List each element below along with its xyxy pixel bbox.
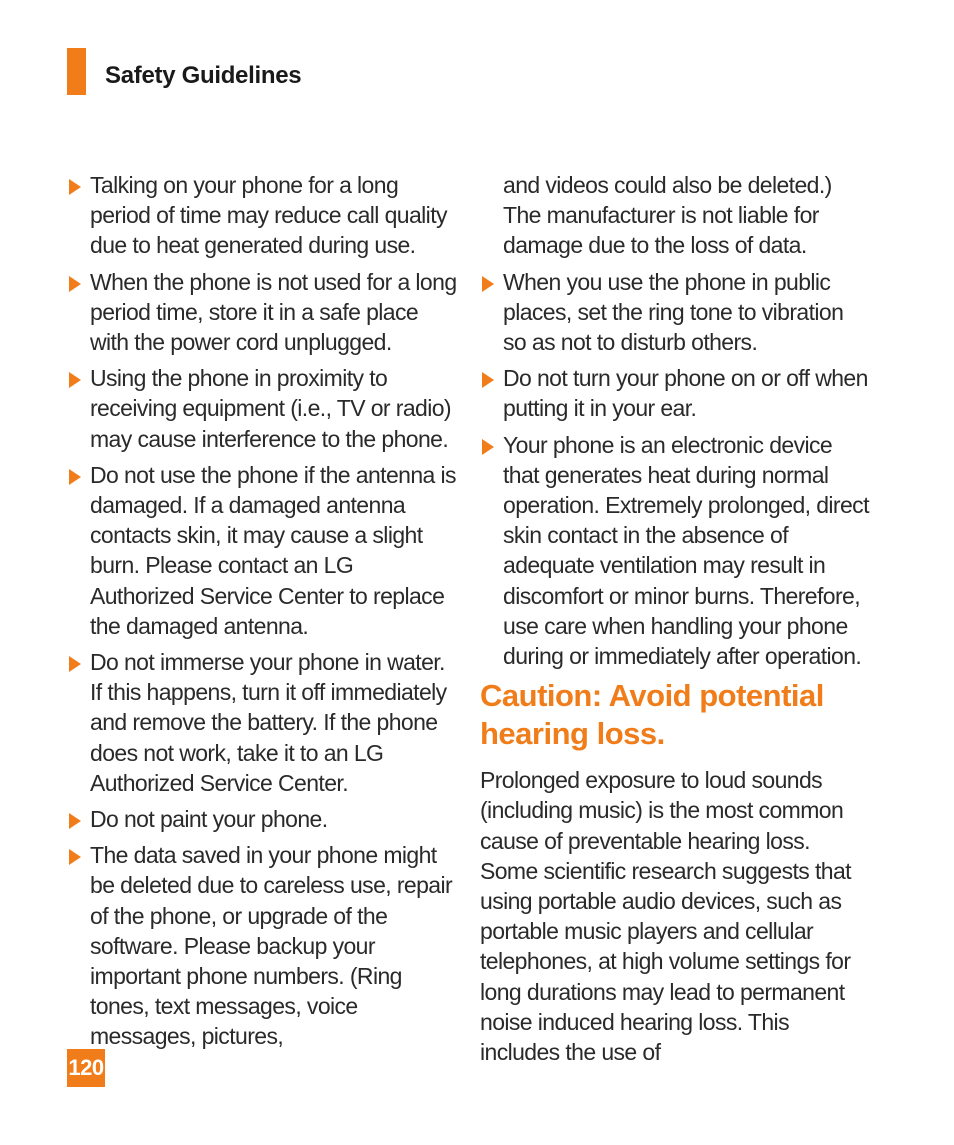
header-accent-bar — [67, 48, 86, 95]
list-item-text: When you use the phone in public places, set the ring tone to vibration so as not to disturb others. — [503, 268, 844, 356]
list-item — [67, 363, 457, 454]
list-item-text: Talking on your phone for a long period of time may reduce call quality due to heat generated during use. — [90, 172, 447, 259]
bullet-arrow-icon — [69, 276, 81, 292]
list-item — [67, 840, 457, 1051]
list-item-text: When the phone is not used for a long period time, store it in a safe place with the power cord unplugged. — [90, 268, 457, 356]
list-item — [67, 170, 457, 261]
list-item-text: The data saved in your phone might be deleted due to careless use, repair of the phone, or upgrade of the software. Please backup your important phone numbers. (Ring tones, text messages, voice messages, pictures, — [90, 842, 453, 1050]
caution-heading: Caution: Avoid potential hearing loss. — [480, 678, 824, 752]
list-item-text: Do not use the phone if the antenna is damaged. If a damaged antenna contacts skin, it may cause a slight burn. Please contact an LG Authorized Service Center to replace the damaged antenna. — [90, 461, 456, 639]
list-item — [67, 804, 457, 834]
bullet-arrow-icon — [482, 439, 494, 455]
list-item — [480, 363, 870, 423]
list-item-text: Do not turn your phone on or off when putting it in your ear. — [503, 365, 868, 422]
bullet-arrow-icon — [69, 372, 81, 388]
list-item — [67, 460, 457, 641]
page-number: 120 — [67, 1049, 105, 1087]
list-item-text: and videos could also be deleted.) The manufacturer is not liable for damage due to the loss of data. — [503, 172, 832, 259]
list-item-continuation — [480, 170, 870, 261]
bullet-arrow-icon — [69, 656, 81, 672]
bullet-arrow-icon — [69, 469, 81, 485]
left-bullet-list — [67, 170, 457, 1052]
bullet-arrow-icon — [69, 179, 81, 195]
list-item — [480, 430, 870, 672]
bullet-arrow-icon — [482, 372, 494, 388]
page-header-title: Safety Guidelines — [105, 62, 302, 89]
bullet-arrow-icon — [69, 813, 81, 829]
right-column — [480, 170, 870, 1067]
bullet-arrow-icon — [482, 276, 494, 292]
list-item-text: Do not paint your phone. — [90, 806, 328, 833]
list-item-text: Using the phone in proximity to receiving equipment (i.e., TV or radio) may cause interference to the phone. — [90, 365, 451, 452]
list-item-text: Do not immerse your phone in water. If this happens, turn it off immediately and remove the battery. If the phone does not work, take it to an LG Authorized Service Center. — [90, 649, 447, 796]
list-item-text: Your phone is an electronic device that generates heat during normal operation. Extremely prolonged, direct skin contact in the absence of adequate ventilation may result in discomfort or minor burns. Therefore, use care when handling your phone during or immediately after operation. — [503, 431, 869, 670]
caution-body: Prolonged exposure to loud sounds (including music) is the most common cause of preventable hearing loss. Some scientific research suggests that using portable audio devices, such as portable music players and cellular telephones, at high volume settings for long durations may lead to permanent noise induced hearing loss. This includes the use of — [480, 767, 851, 1066]
bullet-arrow-icon — [69, 849, 81, 865]
right-bullet-list — [480, 170, 870, 671]
left-column — [67, 170, 457, 1058]
list-item — [480, 267, 870, 358]
list-item — [67, 647, 457, 798]
list-item — [67, 267, 457, 358]
